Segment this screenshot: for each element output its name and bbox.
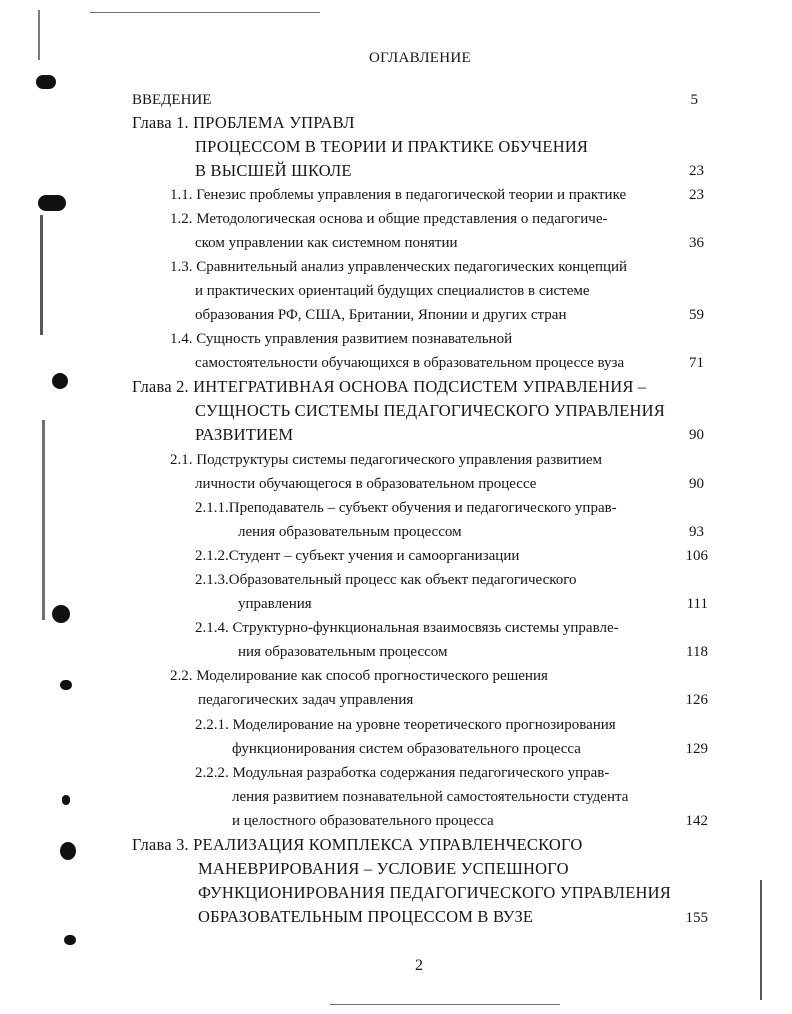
toc-chapter-2-line: Глава 2. ИНТЕГРАТИВНАЯ ОСНОВА ПОДСИСТЕМ УПРАВЛЕНИЯ – [132, 377, 647, 396]
toc-page-number: 23 [689, 163, 704, 179]
toc-section-2-2-line: педагогических задач управления [198, 692, 414, 708]
scan-artifact [330, 1004, 560, 1005]
toc-subsection-2-2-1-line: 2.2.1. Моделирование на уровне теоретического прогнозирования [195, 717, 616, 733]
toc-section-1-4-line: 1.4. Сущность управления развитием познавательной [170, 331, 513, 347]
scan-artifact [64, 935, 76, 945]
scan-artifact [90, 12, 320, 13]
toc-chapter-3-line: ОБРАЗОВАТЕЛЬНЫМ ПРОЦЕССОМ В ВУЗЕ [198, 907, 534, 926]
toc-subsection-2-1-1-line: ления образовательным процессом [238, 524, 462, 540]
toc-subsection-2-2-2-line: ления развитием познавательной самостоятельности студента [232, 789, 629, 805]
scan-artifact [36, 75, 56, 89]
toc-chapter-2-line: СУЩНОСТЬ СИСТЕМЫ ПЕДАГОГИЧЕСКОГО УПРАВЛЕНИЯ [195, 401, 665, 420]
toc-page-number: 142 [685, 813, 708, 829]
toc-subsection-2-1-4-line: ния образовательным процессом [238, 644, 448, 660]
toc-section-1-3-line: и практических ориентаций будущих специалистов в системе [195, 283, 590, 299]
scan-artifact [60, 842, 76, 860]
page-number: 2 [415, 957, 423, 974]
toc-page-number: 111 [686, 596, 708, 612]
toc-subsection-2-1-3-line: 2.1.3.Образовательный процесс как объект педагогического [195, 572, 577, 588]
toc-section-1-4-line: самостоятельности обучающихся в образовательном процессе вуза [195, 355, 625, 371]
toc-page-number: 23 [689, 187, 704, 203]
scan-artifact [38, 195, 66, 211]
toc-page-number: 106 [685, 548, 708, 564]
toc-chapter-1-line: ПРОЦЕССОМ В ТЕОРИИ И ПРАКТИКЕ ОБУЧЕНИЯ [195, 137, 589, 156]
toc-page-number: 126 [685, 692, 708, 708]
toc-subsection-2-1-2: 2.1.2.Студент – субъект учения и самоорганизации [195, 548, 520, 564]
toc-section-1-3-line: 1.3. Сравнительный анализ управленческих педагогических концепций [170, 259, 628, 275]
toc-subsection-2-2-1-line: функционирования систем образовательного процесса [232, 741, 581, 757]
toc-chapter-1-line: В ВЫСШЕЙ ШКОЛЕ [195, 161, 352, 180]
toc-page-number: 90 [689, 476, 704, 492]
toc-section-2-1-line: 2.1. Подструктуры системы педагогического управления развитием [170, 452, 602, 468]
toc-page-number: 71 [689, 355, 704, 371]
toc-section-2-1-line: личности обучающегося в образовательном процессе [195, 476, 537, 492]
toc-subsection-2-1-4-line: 2.1.4. Структурно-функциональная взаимосвязь системы управле- [195, 620, 619, 636]
scan-artifact [42, 420, 45, 620]
toc-page-number: 118 [686, 644, 708, 660]
toc-page-number: 129 [685, 741, 708, 757]
toc-section-1-3-line: образования РФ, США, Британии, Японии и других стран [195, 307, 567, 323]
toc-subsection-2-1-3-line: управления [238, 596, 312, 612]
scan-artifact [40, 215, 43, 335]
scan-artifact [760, 880, 762, 1000]
toc-subsection-2-2-2-line: и целостного образовательного процесса [232, 813, 494, 829]
toc-page-number: 90 [689, 427, 704, 443]
toc-entry-introduction: ВВЕДЕНИЕ [132, 92, 212, 108]
toc-page-number: 155 [685, 910, 708, 926]
toc-chapter-3-line: Глава 3. РЕАЛИЗАЦИЯ КОМПЛЕКСА УПРАВЛЕНЧЕСКОГО [132, 835, 583, 854]
toc-chapter-3-line: МАНЕВРИРОВАНИЯ – УСЛОВИЕ УСПЕШНОГО [198, 859, 569, 878]
toc-section-1-2-line: 1.2. Методологическая основа и общие представления о педагогиче- [170, 211, 608, 227]
toc-section-1-2-line: ском управлении как системном понятии [195, 235, 458, 251]
toc-title: ОГЛАВЛЕНИЕ [369, 50, 471, 66]
toc-subsection-2-2-2-line: 2.2.2. Модульная разработка содержания педагогического управ- [195, 765, 610, 781]
scan-artifact [52, 373, 68, 389]
toc-page-number: 36 [689, 235, 704, 251]
toc-page-number: 59 [689, 307, 704, 323]
scan-artifact [62, 795, 70, 805]
scan-artifact [52, 605, 70, 623]
toc-section-1-1: 1.1. Генезис проблемы управления в педагогической теории и практике [170, 187, 627, 203]
toc-chapter-2-line: РАЗВИТИЕМ [195, 425, 294, 444]
toc-page-number: 5 [690, 92, 698, 108]
toc-page-number: 93 [689, 524, 704, 540]
toc-chapter-3-line: ФУНКЦИОНИРОВАНИЯ ПЕДАГОГИЧЕСКОГО УПРАВЛЕНИЯ [198, 883, 671, 902]
toc-subsection-2-1-1-line: 2.1.1.Преподаватель – субъект обучения и педагогического управ- [195, 500, 617, 516]
scan-artifact [60, 680, 72, 690]
toc-chapter-1-line: Глава 1. ПРОБЛЕМА УПРАВЛ [132, 113, 355, 132]
toc-section-2-2-line: 2.2. Моделирование как способ прогностического решения [170, 668, 548, 684]
